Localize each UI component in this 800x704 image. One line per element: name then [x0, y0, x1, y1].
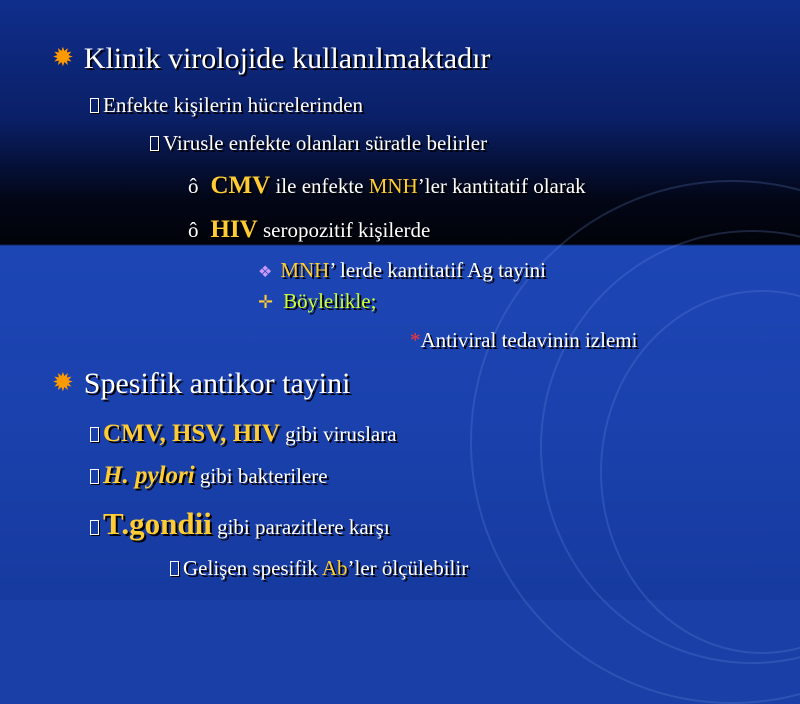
asterisk-icon: *: [410, 328, 421, 352]
box-glyph-icon: [150, 136, 159, 151]
bacteria-term: H. pylori: [103, 462, 195, 489]
antiviral-line: [410, 328, 637, 353]
sub-bullet-1-text: Enfekte kişilerin hücrelerinden: [103, 93, 364, 117]
box-glyph-icon: [90, 469, 99, 484]
bacteria-text: gibi bakterilere: [194, 464, 328, 488]
sun-star-icon: ✹: [52, 368, 74, 397]
sub-bullet-1a-text: Virusle enfekte olanları süratle belirler: [163, 131, 488, 155]
viruses-term: CMV, HSV, HIV: [103, 420, 280, 447]
viruses-line: [90, 420, 397, 448]
cmv-mnh-term: MNH: [368, 174, 418, 198]
hiv-line: [188, 216, 430, 244]
bacteria-line: [90, 462, 328, 490]
main-bullet-2: [52, 367, 350, 401]
mnh-term: MNH: [280, 258, 330, 282]
cmv-text-1: ile enfekte: [270, 174, 369, 198]
hiv-marker: ô: [188, 218, 199, 242]
diamond-icon: ❖: [258, 264, 273, 281]
boylelikle-text: Böylelikle;: [283, 289, 377, 313]
parasites-text: gibi parazitlere karşı: [211, 515, 390, 539]
antibody-term: Ab: [321, 556, 348, 580]
cross-icon: ✛: [258, 292, 274, 312]
main-bullet-2-text: Spesifik antikor tayini: [83, 367, 351, 400]
sun-star-icon: ✹: [52, 43, 74, 72]
viruses-text: gibi viruslara: [279, 422, 397, 446]
antibody-line: [170, 556, 468, 581]
box-glyph-icon: [90, 520, 99, 535]
antibody-text-1: Gelişen spesifik: [183, 556, 322, 580]
boylelikle-line: [258, 289, 376, 314]
sub-bullet-1: [90, 93, 363, 118]
antiviral-text: Antiviral tedavinin izlemi: [420, 328, 638, 352]
sub-bullet-1a: [150, 131, 487, 156]
main-bullet-1: [52, 42, 490, 76]
cmv-term: CMV: [210, 172, 271, 199]
mnh-line: [258, 258, 546, 283]
box-glyph-icon: [90, 98, 99, 113]
box-glyph-icon: [90, 427, 99, 442]
hiv-text: seropozitif kişilerde: [257, 218, 431, 242]
main-bullet-1-text: Klinik virolojide kullanılmaktadır: [83, 42, 491, 75]
box-glyph-icon: [170, 561, 179, 576]
mnh-text: ’ lerde kantitatif Ag tayini: [329, 258, 546, 282]
hiv-term: HIV: [210, 216, 258, 243]
parasites-term: T.gondii: [103, 506, 212, 541]
antibody-text-2: ’ler ölçülebilir: [347, 556, 469, 580]
parasites-line: [90, 506, 390, 542]
cmv-line: [188, 172, 586, 200]
cmv-marker: ô: [188, 174, 199, 198]
cmv-text-2: ’ler kantitatif olarak: [417, 174, 586, 198]
